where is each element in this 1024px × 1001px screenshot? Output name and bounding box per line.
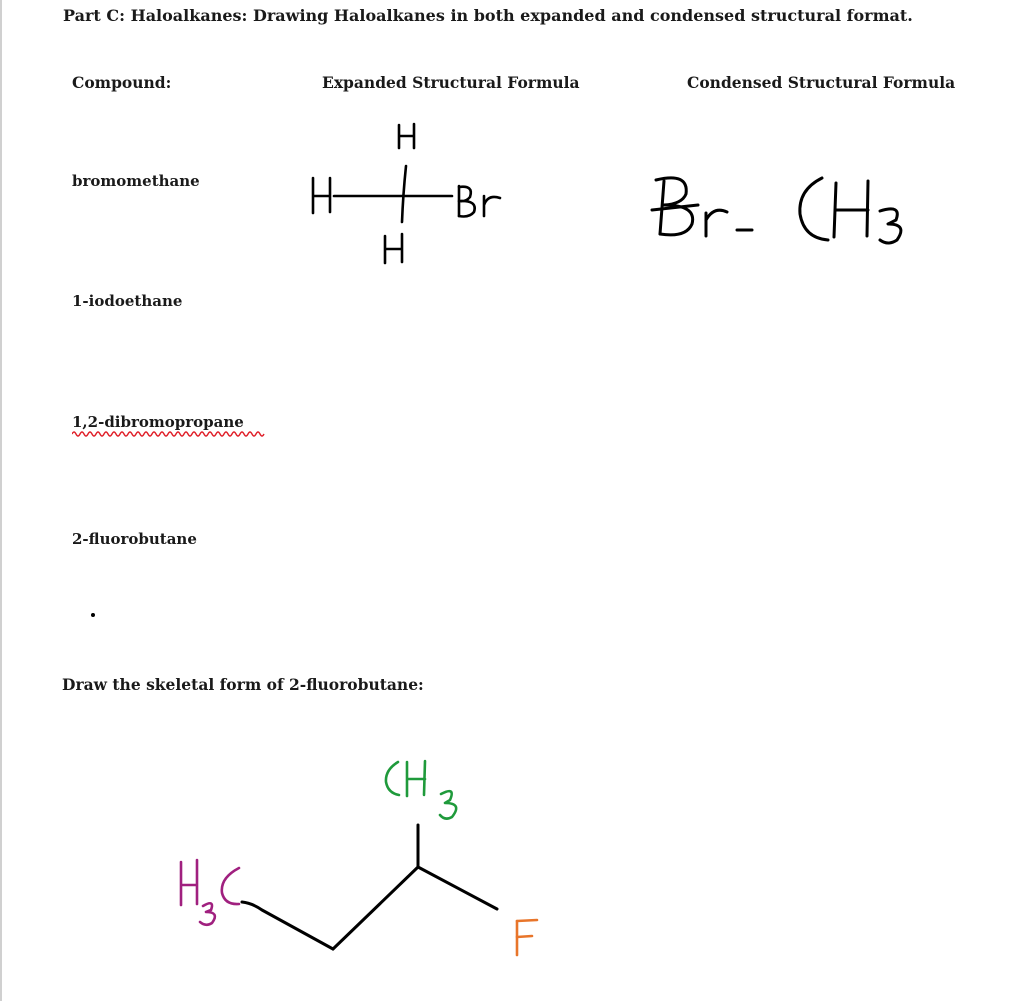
ch3-label [386, 761, 456, 819]
h3c-label [181, 860, 239, 925]
compound-1-iodoethane: 1-iodoethane [72, 292, 183, 310]
column-header-condensed: Condensed Structural Formula [687, 73, 956, 92]
left-hydrogen [313, 178, 330, 213]
skeletal-drawing [181, 761, 537, 955]
top-hydrogen [399, 124, 414, 148]
expanded-bromomethane-drawing [313, 124, 500, 263]
compound-1-2-dibromopropane: 1,2-dibromopropane [72, 413, 244, 431]
fluorine-label [517, 920, 537, 955]
compound-bromomethane: bromomethane [72, 172, 200, 190]
carbon-bonds [334, 166, 452, 222]
column-header-expanded: Expanded Structural Formula [322, 73, 580, 92]
bottom-hydrogen [385, 234, 402, 263]
skeletal-bonds [242, 825, 497, 949]
stray-dot [91, 613, 95, 617]
page-title: Part C: Haloalkanes: Drawing Haloalkanes in both expanded and condensed structural format. [63, 6, 913, 25]
bromine-label [459, 186, 500, 217]
column-header-compound: Compound: [72, 73, 172, 92]
compound-2-fluorobutane: 2-fluorobutane [72, 530, 197, 548]
skeletal-heading: Draw the skeletal form of 2-fluorobutane: [62, 675, 424, 694]
condensed-bromomethane-drawing [652, 178, 901, 243]
